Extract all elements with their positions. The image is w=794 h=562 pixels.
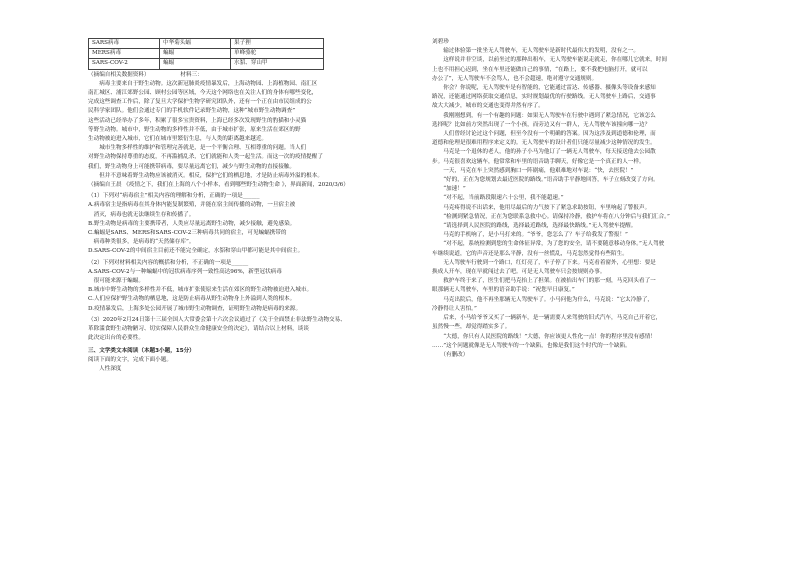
table-row: [89, 39, 324, 49]
story-line: （有删改）: [432, 351, 469, 358]
text-line: 但并不意味着野生动物应该被消灭。相反，保护它们的栖息地，才是防止病毒外溢的根本。: [88, 172, 323, 179]
story-line: 车继续说道，它的声音还是那么平静，没有一丝慌乱，马克忽然觉得有些陌生。: [432, 250, 628, 257]
story-line: 冷静得让人害怕。”: [432, 305, 477, 312]
story-line: “检测到紧急情况，正在为您联系急救中心。请保持冷静，救护车将在八分钟后与我们汇合。”: [432, 213, 670, 220]
table-cell: 蝙蝠: [160, 49, 231, 59]
story-line: 换成人开车，现在早就闯过去了吧。可是无人驾驶车只会按规则办事。: [432, 269, 606, 276]
story-line: ……”这个问题就像是无人驾驶车的一个缺陷，也像是我们这个时代的一个缺陷。: [432, 342, 631, 349]
table-cell: MERS病毒: [89, 49, 160, 59]
text-line: 革除滥食野生动物陋习、切实保障人民群众生命健康安全的决定》，请结合以上材料，谈谈: [88, 326, 309, 333]
story-line: 马克出院后，他不再坐那辆无人驾驶车了。小马问他为什么，马克说：“它太冷静了，: [432, 296, 654, 303]
option-line: B.野生动物是病毒的主要携带者，人类应尽量远离野生动物，减少接触，避免感染。: [88, 220, 296, 227]
story-line: 后来，小马给爷爷又买了一辆新车，是一辆需要人来驾驶的旧式汽车，马克自己开着它，: [432, 315, 662, 322]
table-cell: 水貂、穿山甲: [231, 59, 324, 69]
option-line: D.SARS-COV-2的中间宿主目前还不能完全确定，水貂和穿山甲都可能是其中间宿主。: [88, 248, 304, 255]
table-cell: SARS病毒: [89, 39, 160, 49]
left-column: [88, 38, 410, 374]
option-line: C.人们应保护野生动物的栖息地，这是防止病毒从野生动物身上外溢到人类的根本。: [88, 296, 296, 303]
story-line: 虽然慢一些，却觉得踏实多了。: [432, 324, 511, 331]
question-stem: （1）下列对“病毒宿主”相关内容的理解和分析，正确的一项是______: [88, 193, 260, 200]
story-line: “大德，你只有人民医院的路线！”大德，你应该更人性化一点！你的程序里没有感情！: [432, 333, 656, 340]
story-line: 输过体验第一批坐无人驾驶车，无人驾驶车是新时代最伟大的发明，没有之一。: [432, 48, 639, 55]
virus-host-table: [88, 38, 324, 70]
option-line: 消灭，病毒也就无法继续生存和传播了。: [88, 211, 195, 218]
story-line: 故大大减少，城市的交通也变得井然有序了。: [432, 103, 544, 110]
table-row: [89, 59, 324, 69]
story-line: 这样说并非空谈，以前坐过的那种出租车，无人驾驶车能说走就走，你在哪儿它就来，时间: [432, 57, 667, 64]
option-line: C.蝙蝠是SARS、MERS和SARS-COV-2三种病毒共同的宿主，可见蝙蝠携带的: [88, 230, 287, 237]
text-line: 病毒主要来自于野生动物。这次新冠肺炎疫情暴发后，上海动物园、上海植物园、南汇区: [88, 80, 318, 87]
story-line: 上也不用担心迟到，坐在车里还能做自己的事情，“在路上，要不我把电脑打开，就可以: [432, 66, 648, 73]
story-line: 选择呢？比如前方突然出现了一个小孩，而旁边又有一群人，无人驾驶车该撞向哪一边？: [432, 121, 651, 128]
reading-prompt: 阅读下面的文字，完成下面小题。: [88, 356, 172, 363]
option-line: A.SARS-COV-2与一种蝙蝠中的冠状病毒序列一致性高达96%，新型冠状病毒: [88, 268, 282, 275]
question-stem: （3）2020年2月24日第十三届全国人大常委会第十六次会议通过了《关于全面禁止非法野生动物交易、: [88, 316, 346, 323]
option-line: B.城市中野生动物的多样性并不低，城市扩张使原来生活在郊区的野生动物被迫进入城市。: [88, 287, 313, 294]
story-line: 马克是一个退休的老人，他的孙子小马为他订了一辆无人驾驶车，每天接送他去公园散: [432, 149, 656, 156]
text-line: 生动物被迫进入城市，它们在城市里繁衍生息，与人类的距离越来越近。: [88, 136, 268, 143]
story-line: 办公了”，无人驾驶车不会骂人，也不会超速，绝对遵守交通规则。: [432, 75, 598, 82]
story-line: “对不起，当前路段限速六十公里，我不能超速。”: [432, 195, 564, 202]
table-cell: 蝙蝠: [160, 59, 231, 69]
story-line: 道德和伦理是很难用程序来定义的。无人驾驶车的设计者们只能尽量减少这种情况的发生。: [432, 140, 656, 147]
text-line: 对野生动物保持尊重的态度，不再滥捕乱杀，它们就能和人类一起生活。而这一次的疫情提醒了: [88, 154, 323, 161]
story-line: 你会？你说呢，无人驾驶车是有智能的，它能通过雷达、传感器、摄像头等设备来感知: [432, 85, 656, 92]
text-line: 南汇城区、浦江郊野公园、顾村公园等区域，今天这个网络也在关注人们的身体有哪些变化，: [88, 90, 318, 97]
story-line: 我刚刚想到，有一个有趣的问题：如果无人驾驶车在行驶中遇到了紧急情况，它该怎么: [432, 112, 656, 119]
story-line: 马克的手机响了，是小马打来的。“爷爷，您怎么了？车子给我发了警报！”: [432, 232, 628, 239]
table-caption: （摘编自相关数据资料） 材料三：: [88, 71, 203, 78]
material-3: [88, 80, 410, 190]
story-author: 刘碧珍: [432, 39, 449, 45]
story-line: 一天，马克在车上突然感到胸口一阵剧痛，他艰难地对车说：“快，去医院！”: [432, 167, 634, 174]
option-line: A.病毒宿主是指病毒在其身体内能复制繁殖，并能在宿主间传播的动物，一旦宿主被: [88, 202, 296, 209]
question-1: [88, 192, 410, 256]
story-title: 人性深度: [99, 365, 122, 372]
story-line: “请选择到人民医院的路线，选择最近路线，选择最快路线。”无人驾驶车提醒。: [432, 223, 637, 230]
story-line: 人们曾经讨论过这个问题，但至今没有一个明确的答案。因为这涉及到道德和伦理，而: [432, 131, 656, 138]
question-stem: （2）下列对材料相关内容的概括和分析，不正确的一项是______: [88, 259, 249, 266]
story-line: 马克疼得说不出话来，他用尽最后的力气按下了紧急求助按钮，车里响起了警报声。: [432, 204, 651, 211]
table-cell: 中华菊头蝠: [160, 39, 231, 49]
section-heading: 三、文学类文本阅读（本题3小题，15分）: [88, 347, 195, 354]
story-line: 救护车终于来了，医生们把马克抬上了担架。在被抬出车门的那一刻，马克回头看了一: [432, 278, 656, 285]
table-cell: 单峰骆驼: [231, 49, 324, 59]
story-line: 路况，还能通过网络获取交通信息，实时规划最优的行驶路线。无人驾驶车上路后，交通事: [432, 94, 656, 101]
story-line: 眼那辆无人驾驶车，车里的语音助手说：“祝您早日康复。”: [432, 287, 575, 294]
text-line: 民科学家团队。他们会通过专门的手机软件记录野生动物，这种“城市野生动物调查”: [88, 108, 296, 115]
table-row: [89, 49, 324, 59]
text-line: 此决定出台的必要性。: [88, 335, 144, 342]
option-line: 病毒种类很多，是病毒的“天然储存库”。: [88, 239, 195, 246]
text-line: 完成这些调查工作后，除了复旦大学保护生物学研究团队外，还有一个正在由市民组成的公: [88, 99, 312, 106]
story-line: “加速！”: [432, 186, 466, 193]
story-line: 无人驾驶车行驶到一个路口，红灯亮了，车子停了下来。马克看着窗外，心里想：要是: [432, 259, 656, 266]
source-citation: （摘编自王晨 《疫情之下，我们在上海的八个小样本，看到哪些野生动物生命 》，界面新闻，2020/3/6）: [88, 182, 349, 189]
story-line: “对不起，系统检测到您的生命体征异常，为了您的安全，请不要随意移动身体。”无人驾驶: [432, 241, 665, 248]
story-line: 步。马克很喜欢这辆车，他常常和车里的语音助手聊天，好像它是一个真正的人一样。: [432, 158, 645, 165]
table-cell: 果子狸: [231, 39, 324, 49]
option-line: D.疫情暴发后，上海多处公园开展了城市野生动物调查，证明野生动物是病毒的来源。: [88, 305, 302, 312]
question-2: [88, 259, 410, 314]
text-line: 城市生物多样性的维护和管理完善就是，是一个平衡合理、互相尊重的问题。当人们: [88, 145, 307, 152]
text-line: 我们，野生动物身上可能携带病毒，要尽量远离它们，减少与野生动物的直接接触。: [88, 163, 295, 170]
story-line: “好的，正在为您规划去最近医院的路线。”语音助手平静地回答，车子立刻改变了方向。: [432, 177, 659, 184]
table-cell: SARS-COV-2: [89, 59, 160, 69]
text-line: 这些活动已经举办了多年，积累了很多宝贵资料，上海已经多次发现野生的豹猫和小灵猫: [88, 117, 307, 124]
option-line: 很可能来源于蝙蝠。: [88, 278, 144, 285]
question-3: [88, 316, 410, 344]
text-line: 等野生动物。城市中，野生动物的多样性并不低，由于城市扩张，原来生活在郊区的野: [88, 126, 301, 133]
right-column: [432, 38, 754, 360]
